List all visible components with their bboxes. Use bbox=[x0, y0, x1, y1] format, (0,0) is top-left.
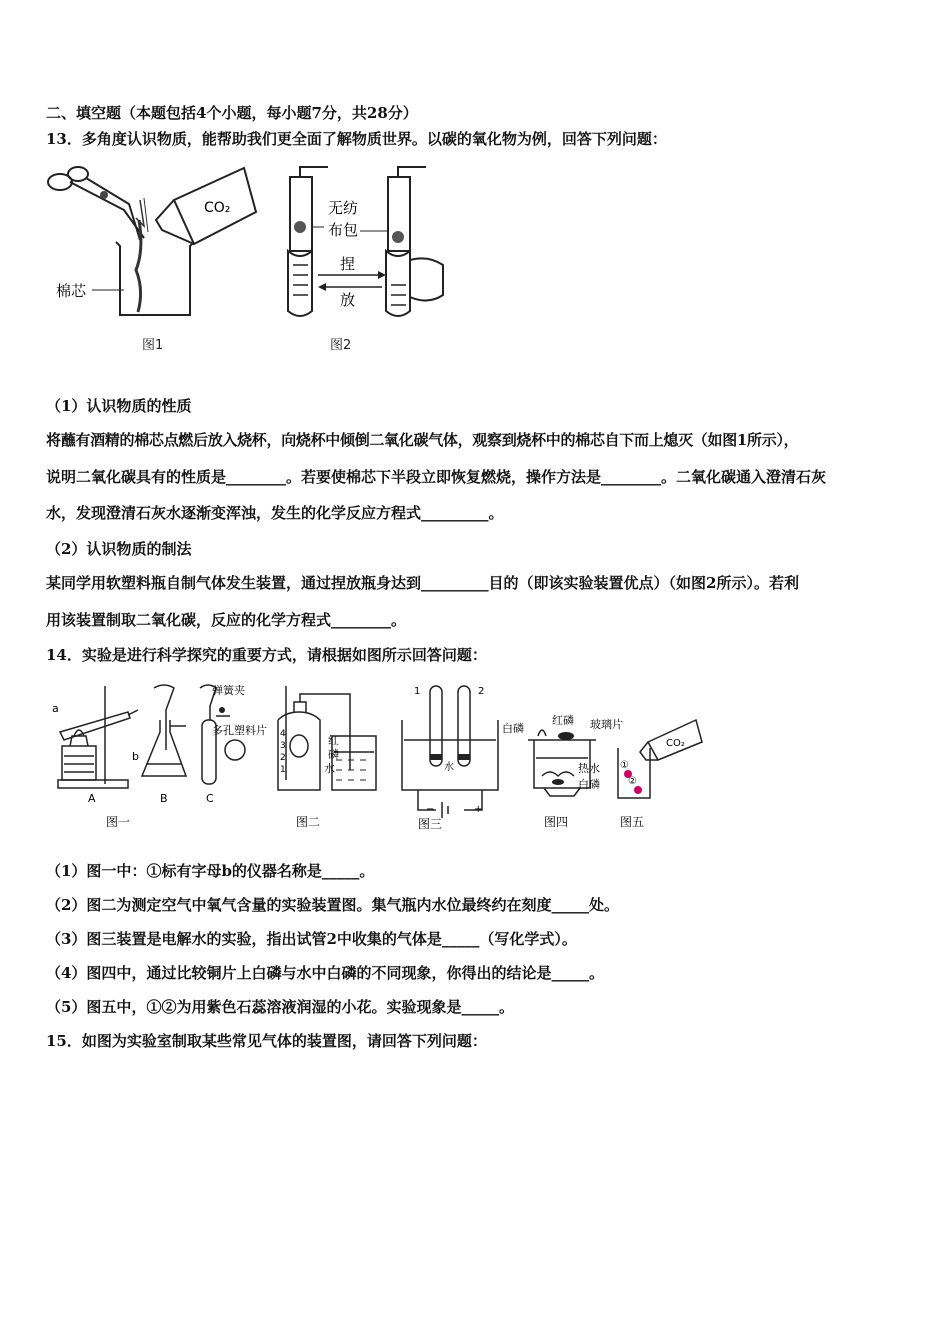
q13-part2-line2: 用该装置制取二氧化碳，反应的化学方程式________。 bbox=[46, 611, 407, 629]
q14-part5: （5）图五中，①②为用紫色石蕊溶液润湿的小花。实验现象是_____。 bbox=[46, 998, 514, 1016]
fig2-label-1: 无纺 bbox=[328, 199, 359, 217]
q13-stem: 13．多角度认识物质，能帮助我们更全面了解物质世界。以碳的氧化物为例，回答下列问题： bbox=[46, 130, 667, 148]
label-B: B bbox=[160, 792, 168, 805]
apparatus-b-icon bbox=[142, 685, 186, 776]
q13-part1-line1: 将蘸有酒精的棉芯点燃后放入烧杯，向烧杯中倾倒二氧化碳气体，观察到烧杯中的棉芯自下而上熄灭（如图1所示）， bbox=[46, 431, 799, 449]
scale-1: 1 bbox=[280, 765, 286, 775]
q13-part1-line2: 说明二氧化碳具有的性质是________。若要使棉芯下半段立即恢复燃烧，操作方法是________。二氧化碳通入澄清石灰 bbox=[46, 468, 827, 486]
water-label-2: 水 bbox=[324, 762, 335, 775]
glass-sheet-label: 玻璃片 bbox=[590, 718, 623, 731]
flower-2-label: ② bbox=[628, 776, 637, 787]
cotton-label: 棉芯 bbox=[56, 282, 87, 300]
caption-fig-2: 图二 bbox=[296, 815, 321, 829]
electrolysis-apparatus-icon bbox=[402, 686, 498, 818]
porous-plate-label: 多孔塑料片 bbox=[212, 724, 267, 737]
q14-figures bbox=[50, 680, 710, 840]
q13-part2-title: （2）认识物质的制法 bbox=[46, 540, 192, 558]
q14-part4: （4）图四中，通过比较铜片上白磷与水中白磷的不同现象，你得出的结论是_____。 bbox=[46, 964, 604, 982]
q13-part1-line3: 水，发现澄清石灰水逐渐变浑浊，发生的化学反应方程式_________。 bbox=[46, 504, 504, 522]
q13-part2-line1: 某同学用软塑料瓶自制气体发生装置，通过捏放瓶身达到_________目的（即该实验装置优点）（如图2所示）。若利 bbox=[46, 574, 799, 592]
label-A: A bbox=[88, 792, 96, 805]
hot-water-label: 热水 bbox=[578, 762, 600, 775]
q14-part2: （2）图二为测定空气中氧气含量的实验装置图。集气瓶内水位最终约在刻度_____处。 bbox=[46, 896, 619, 914]
caption-fig-1: 图一 bbox=[106, 815, 131, 829]
red-phosphorus-label-1: 红 bbox=[328, 734, 339, 747]
tube-1-label: 1 bbox=[414, 686, 421, 697]
squeeze-label: 捏 bbox=[340, 255, 356, 273]
red-phosphorus-label-2: 磷 bbox=[328, 748, 339, 761]
beaker-icon bbox=[116, 242, 194, 315]
q14-part1: （1）图一中：①标有字母b的仪器名称是_____。 bbox=[46, 862, 375, 880]
fig2-label-2: 布包 bbox=[328, 221, 359, 239]
water-label-3: 水 bbox=[444, 762, 454, 773]
figure-2 bbox=[278, 165, 448, 325]
hand-icon bbox=[410, 258, 443, 300]
minus-label: − bbox=[426, 804, 435, 815]
q14-part3: （3）图三装置是电解水的实验，指出试管2中收集的气体是_____（写化学式）。 bbox=[46, 930, 577, 948]
red-phosphorus-top-label: 红磷 bbox=[552, 714, 574, 727]
scale-2: 2 bbox=[280, 753, 286, 763]
caption-fig-3: 图三 bbox=[418, 817, 443, 831]
co2-label: CO₂ bbox=[204, 200, 231, 216]
figure-1-caption: 图1 bbox=[142, 338, 164, 353]
white-phosphorus-bottom-label: 白磷 bbox=[578, 778, 600, 791]
figure-2-caption: 图2 bbox=[330, 338, 352, 353]
plus-label: + bbox=[474, 804, 483, 815]
apparatus-a-icon bbox=[58, 686, 138, 788]
tongs-icon bbox=[48, 167, 144, 240]
scale-4: 4 bbox=[280, 729, 286, 739]
caption-fig-5: 图五 bbox=[620, 815, 645, 829]
co2-label-5: CO₂ bbox=[666, 738, 685, 749]
q15-stem: 15．如图为实验室制取某些常见气体的装置图，请回答下列问题： bbox=[46, 1032, 487, 1050]
spring-clip-label: 弹簧夹 bbox=[212, 684, 245, 697]
white-phosphorus-label: 白磷 bbox=[502, 722, 524, 735]
figure-1 bbox=[44, 160, 264, 360]
q14-stem: 14．实验是进行科学探究的重要方式，请根据如图所示回答问题： bbox=[46, 646, 487, 664]
flower-1-label: ① bbox=[620, 760, 629, 771]
label-b: b bbox=[132, 750, 139, 763]
section-heading: 二、填空题（本题包括4个小题，每小题7分，共28分） bbox=[46, 104, 418, 122]
q13-part1-title: （1）认识物质的性质 bbox=[46, 397, 192, 415]
label-a: a bbox=[52, 702, 59, 715]
release-label: 放 bbox=[340, 291, 356, 309]
label-C: C bbox=[206, 792, 214, 805]
tube-2-label: 2 bbox=[478, 686, 485, 697]
scale-3: 3 bbox=[280, 741, 286, 751]
caption-fig-4: 图四 bbox=[544, 815, 569, 829]
